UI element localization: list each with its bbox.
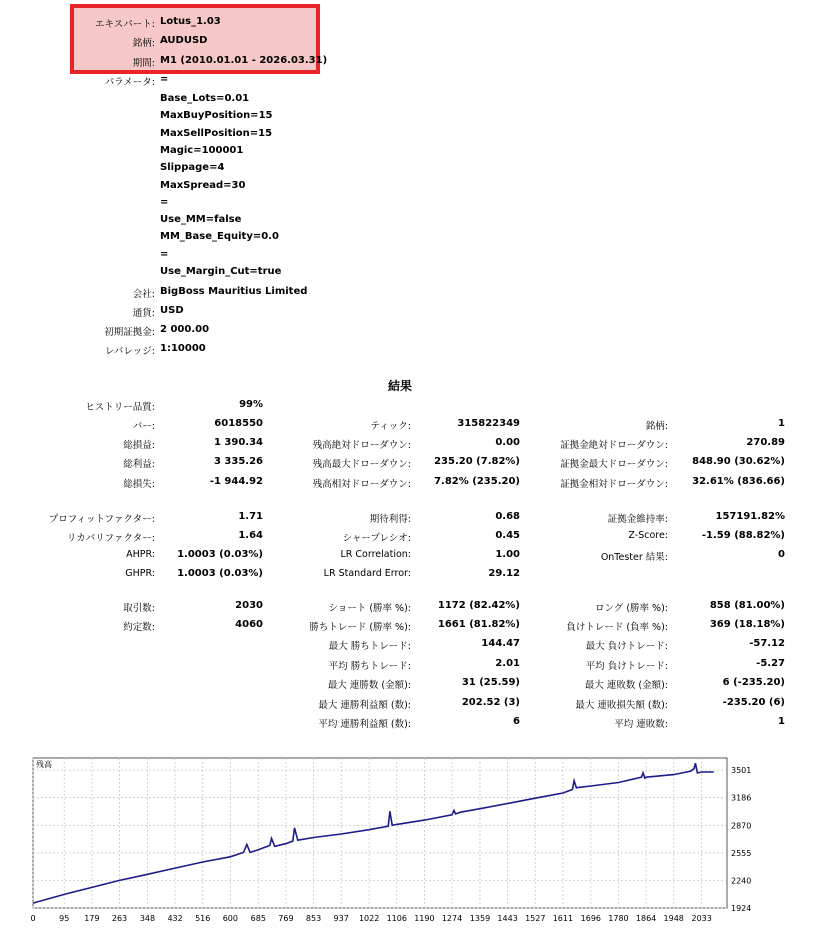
result-value: 6 (-235.20) [722, 677, 785, 688]
result-value: 0.00 [495, 437, 520, 448]
result-label: 最大 連勝数 (金額): [327, 680, 411, 691]
result-value: 1 390.34 [213, 437, 263, 448]
result-value: 0.45 [495, 530, 520, 541]
parameter-value: MaxSpread=30 [160, 179, 246, 191]
chart-plot-area [33, 758, 727, 908]
result-label: 総利益: [123, 459, 155, 470]
chart-x-tick-label: 1611 [552, 914, 574, 923]
result-value: 1.64 [238, 530, 263, 541]
result-label: 最大 連敗数 (金額): [584, 680, 668, 691]
result-label: 平均 連敗数: [614, 719, 668, 730]
result-value: 858 (81.00%) [709, 600, 785, 611]
result-label: 証拠金維持率: [607, 514, 668, 525]
result-label: 最大 勝ちトレード: [328, 641, 411, 652]
result-value: 32.61% (836.66) [692, 476, 785, 487]
result-value: 1 [778, 418, 785, 429]
result-label: 勝ちトレード (勝率 %): [309, 622, 411, 633]
chart-x-tick-label: 1106 [386, 914, 407, 923]
result-value: 235.20 (7.82%) [434, 456, 520, 467]
result-label: バー: [132, 421, 155, 432]
result-label: 総損益: [123, 440, 155, 451]
chart-x-tick-label: 1359 [469, 914, 491, 923]
result-label: ヒストリー品質: [85, 402, 155, 413]
chart-x-tick-label: 1527 [525, 914, 546, 923]
result-label: ティック: [370, 421, 411, 432]
result-value: 270.89 [746, 437, 785, 448]
result-value: 369 (18.18%) [709, 619, 785, 630]
result-label: ロング (勝率 %): [595, 603, 668, 614]
parameter-value: = [160, 196, 169, 208]
account-value: 2 000.00 [160, 324, 210, 335]
result-label: OnTester 結果: [600, 552, 668, 563]
result-label: 平均 連勝利益額 (数): [318, 719, 411, 730]
result-label: LR Standard Error: [323, 568, 411, 579]
chart-y-tick-label: 2870 [731, 821, 752, 831]
result-label: 銘柄: [645, 421, 668, 432]
result-value: 0.68 [495, 511, 520, 522]
parameter-value: Slippage=4 [160, 162, 225, 174]
result-value: 29.12 [488, 568, 520, 579]
account-label: 通貨: [132, 308, 155, 319]
account-value: BigBoss Mauritius Limited [160, 286, 308, 297]
header-value: = [160, 74, 169, 85]
parameter-value: MM_Base_Equity=0.0 [160, 231, 279, 243]
result-label: 残高相対ドローダウン: [312, 479, 411, 490]
chart-x-tick-label: 1274 [441, 914, 463, 923]
result-label: 約定数: [123, 622, 155, 633]
result-value: 6018550 [214, 418, 263, 429]
chart-x-tick-label: 1190 [414, 914, 435, 923]
chart-y-tick-label: 2555 [731, 848, 752, 858]
header-label: エキスパート: [94, 19, 155, 30]
result-value: 1172 (82.42%) [437, 600, 520, 611]
result-value: 2030 [235, 600, 263, 611]
header-label: パラメータ: [104, 77, 155, 88]
result-value: 1.0003 (0.03%) [177, 568, 263, 579]
chart-x-tick-label: 1022 [358, 914, 380, 923]
header-label: 期間: [132, 58, 155, 69]
parameter-value: = [160, 248, 169, 260]
result-value: 7.82% (235.20) [434, 476, 520, 487]
account-value: USD [160, 305, 184, 316]
result-label: 最大 連敗損失額 (数): [575, 700, 668, 711]
chart-x-tick-label: 432 [167, 914, 183, 923]
result-value: 157191.82% [715, 511, 785, 522]
header-value: Lotus_1.03 [160, 16, 221, 27]
chart-y-tick-label: 2240 [731, 876, 752, 886]
result-label: 負けトレード (負率 %): [566, 622, 668, 633]
chart-x-tick-label: 1696 [580, 914, 602, 923]
parameter-value: Magic=100001 [160, 144, 244, 156]
chart-x-tick-label: 1948 [663, 914, 684, 923]
result-label: 平均 勝ちトレード: [328, 661, 411, 672]
result-value: -5.27 [756, 658, 785, 669]
result-value: 1661 (81.82%) [437, 619, 520, 630]
result-label: リカバリファクター: [66, 533, 155, 544]
chart-x-tick-label: 95 [59, 914, 70, 923]
header-value: AUDUSD [160, 35, 208, 46]
result-label: Z-Score: [628, 530, 668, 541]
result-label: 取引数: [123, 603, 155, 614]
chart-x-tick-label: 348 [139, 914, 156, 923]
result-label: 残高最大ドローダウン: [312, 459, 411, 470]
parameter-value: MaxBuyPosition=15 [160, 110, 273, 122]
parameter-value: Use_Margin_Cut=true [160, 266, 282, 277]
result-value: 1.00 [495, 549, 520, 560]
result-value: -1.59 (88.82%) [701, 530, 785, 541]
result-label: 証拠金最大ドローダウン: [560, 459, 668, 470]
account-label: レバレッジ: [105, 346, 155, 357]
result-label: 期待利得: [369, 514, 411, 525]
result-label: 最大 連勝利益額 (数): [318, 700, 411, 711]
result-value: 0 [778, 549, 785, 560]
result-label: GHPR: [125, 568, 155, 579]
result-label: LR Correlation: [340, 549, 411, 560]
account-label: 初期証拠金: [104, 327, 155, 338]
header-label: 銘柄: [132, 38, 155, 49]
chart-y-tick-label: 1924 [731, 904, 752, 913]
account-value: 1:10000 [160, 343, 206, 354]
chart-x-tick-label: 179 [84, 914, 100, 923]
result-value: 1.0003 (0.03%) [177, 549, 263, 560]
chart-x-tick-label: 1780 [608, 914, 629, 923]
chart-x-tick-label: 685 [250, 914, 266, 923]
chart-x-tick-label: 2033 [691, 914, 712, 923]
result-label: 証拠金相対ドローダウン: [560, 479, 668, 490]
result-label: ショート (勝率 %): [328, 603, 411, 614]
result-value: 1 [778, 716, 785, 727]
chart-x-tick-label: 600 [222, 914, 238, 923]
parameter-value: Use_MM=false [160, 214, 242, 226]
result-value: 2.01 [495, 658, 520, 669]
result-value: 202.52 (3) [461, 697, 520, 708]
parameter-value: MaxSellPosition=15 [160, 127, 273, 139]
results-title: 結果 [387, 379, 412, 393]
balance-chart [0, 750, 814, 936]
result-value: 3 335.26 [213, 456, 263, 467]
chart-title: 残高 [36, 760, 52, 769]
header-value: M1 (2010.01.01 - 2026.03.31) [160, 55, 328, 66]
result-label: 平均 負けトレード: [585, 661, 668, 672]
chart-x-tick-label: 769 [278, 914, 294, 923]
result-value: -1 944.92 [209, 476, 263, 487]
result-label: 証拠金絶対ドローダウン: [560, 440, 668, 451]
result-value: 848.90 (30.62%) [692, 456, 785, 467]
result-value: -235.20 (6) [722, 697, 785, 708]
result-value: -57.12 [749, 638, 785, 649]
parameter-value: Base_Lots=0.01 [160, 93, 250, 104]
chart-x-tick-label: 937 [333, 914, 349, 923]
result-value: 99% [239, 399, 263, 410]
result-value: 31 (25.59) [461, 677, 520, 688]
chart-y-tick-label: 3501 [731, 766, 752, 776]
result-label: 総損失: [123, 479, 155, 490]
result-label: シャープレシオ: [342, 533, 411, 544]
result-label: プロフィットファクター: [48, 514, 155, 525]
result-value: 315822349 [457, 418, 520, 429]
result-value: 4060 [235, 619, 263, 630]
chart-y-tick-label: 3186 [731, 793, 752, 803]
result-label: AHPR: [126, 549, 155, 560]
result-label: 残高絶対ドローダウン: [312, 440, 411, 451]
chart-x-tick-label: 0 [30, 914, 36, 923]
chart-x-tick-label: 1443 [497, 914, 518, 923]
result-label: 最大 負けトレード: [585, 641, 668, 652]
chart-x-tick-label: 1864 [635, 914, 657, 923]
account-label: 会社: [132, 289, 155, 300]
chart-x-tick-label: 853 [305, 914, 322, 923]
result-value: 6 [513, 716, 520, 727]
chart-x-tick-label: 516 [195, 914, 211, 923]
chart-x-tick-label: 263 [111, 914, 128, 923]
result-value: 144.47 [481, 638, 520, 649]
result-value: 1.71 [238, 511, 263, 522]
